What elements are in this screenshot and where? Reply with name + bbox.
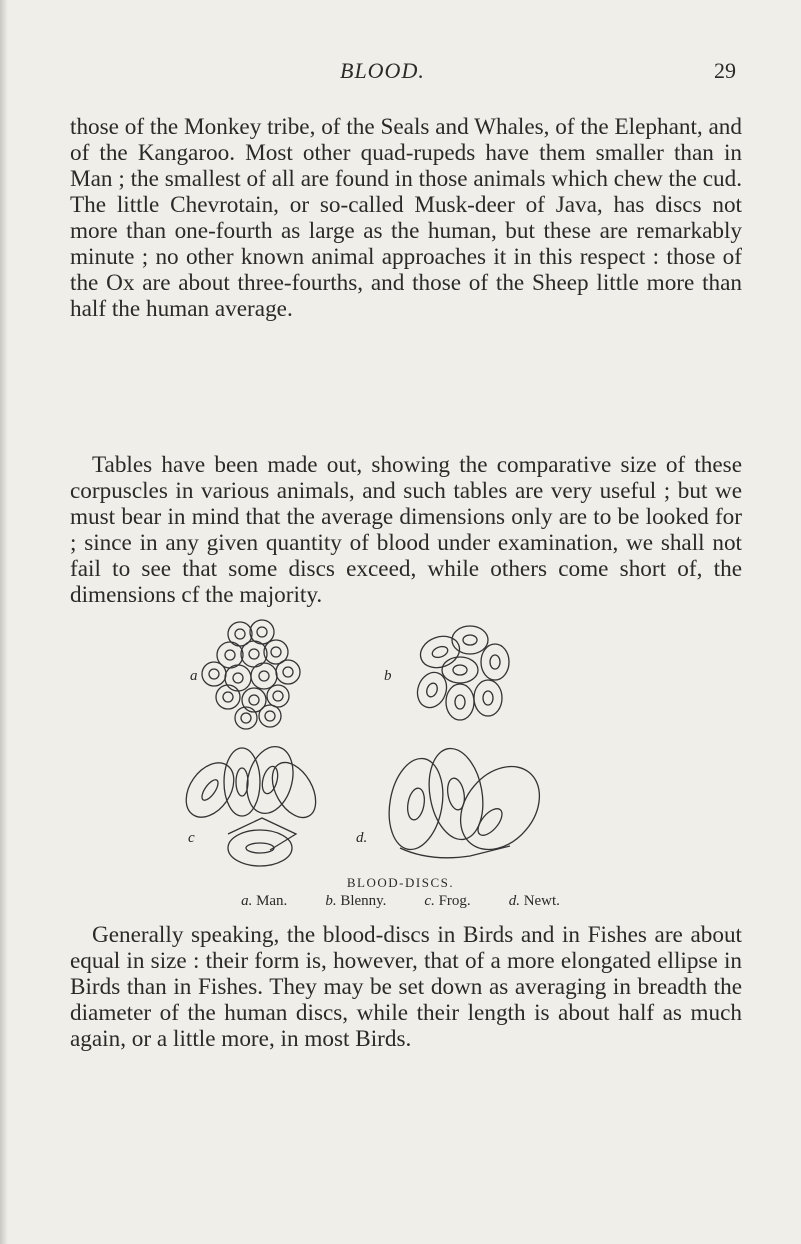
caption-item-c (424, 893, 470, 910)
running-title: BLOOD. (340, 58, 425, 83)
caption-name: Man. (256, 893, 288, 909)
panel-letter-c: c (188, 830, 195, 846)
paragraph-3: Generally speaking, the blood-discs in Birds and in Fishes are about equal in size : their form is, however, that of a more elongated ellipse in Birds than in Fishes. They may be set down as averaging in breadth the diameter of the human discs, while their length is about half as much again, or a little more, in most Birds. (70, 922, 742, 1052)
man-discs-drawing (202, 620, 300, 729)
caption-letter: a. (241, 893, 253, 909)
blood-discs-illustration (170, 612, 630, 882)
panel-letter-d: d. (356, 830, 368, 846)
caption-item-d (509, 893, 560, 910)
running-head (0, 58, 801, 88)
caption-name: Blenny. (340, 893, 387, 909)
caption-letter: d. (508, 893, 520, 909)
paragraph-1: those of the Monkey tribe, of the Seals and Whales, of the Elephant, and of the Kangaroo. Most other quad-rupeds have them smaller than in Man ; the smallest of all are found in those animals which chew the cud. The little Chevrotain, or so-called Musk-deer of Java, has discs not more than one-fourth as large as the human, but these are remarkably minute ; no other known animal approaches it in this respect : those of the Ox are about three-fourths, and those of the Sheep little more than half the human average. (70, 114, 742, 322)
newt-discs-drawing (382, 744, 555, 865)
page-binding-edge (0, 0, 8, 1244)
caption-letter: c. (424, 893, 435, 909)
caption-letter: b. (325, 893, 337, 909)
caption-item-a (241, 893, 287, 910)
figure-caption-labels (0, 893, 801, 910)
frog-discs-drawing (176, 741, 324, 866)
caption-name: Newt. (523, 893, 560, 909)
figure-caption-title: BLOOD-DISCS. (346, 875, 455, 890)
panel-letter-a: a (190, 668, 198, 684)
blenny-discs-drawing (413, 626, 509, 720)
blood-discs-figure (170, 612, 630, 882)
paragraph-2: Tables have been made out, showing the comparative size of these corpuscles in various animals, and such tables are very useful ; but we must bear in mind that the average dimensions only are to be looked for ; since in any given quantity of blood under examination, we shall not fail to see that some discs exceed, while others come short of, the dimensions cf the majority. (70, 452, 742, 608)
caption-name: Frog. (438, 893, 471, 909)
panel-letter-b: b (384, 668, 392, 684)
page-number: 29 (714, 58, 736, 83)
caption-item-b (325, 893, 386, 910)
